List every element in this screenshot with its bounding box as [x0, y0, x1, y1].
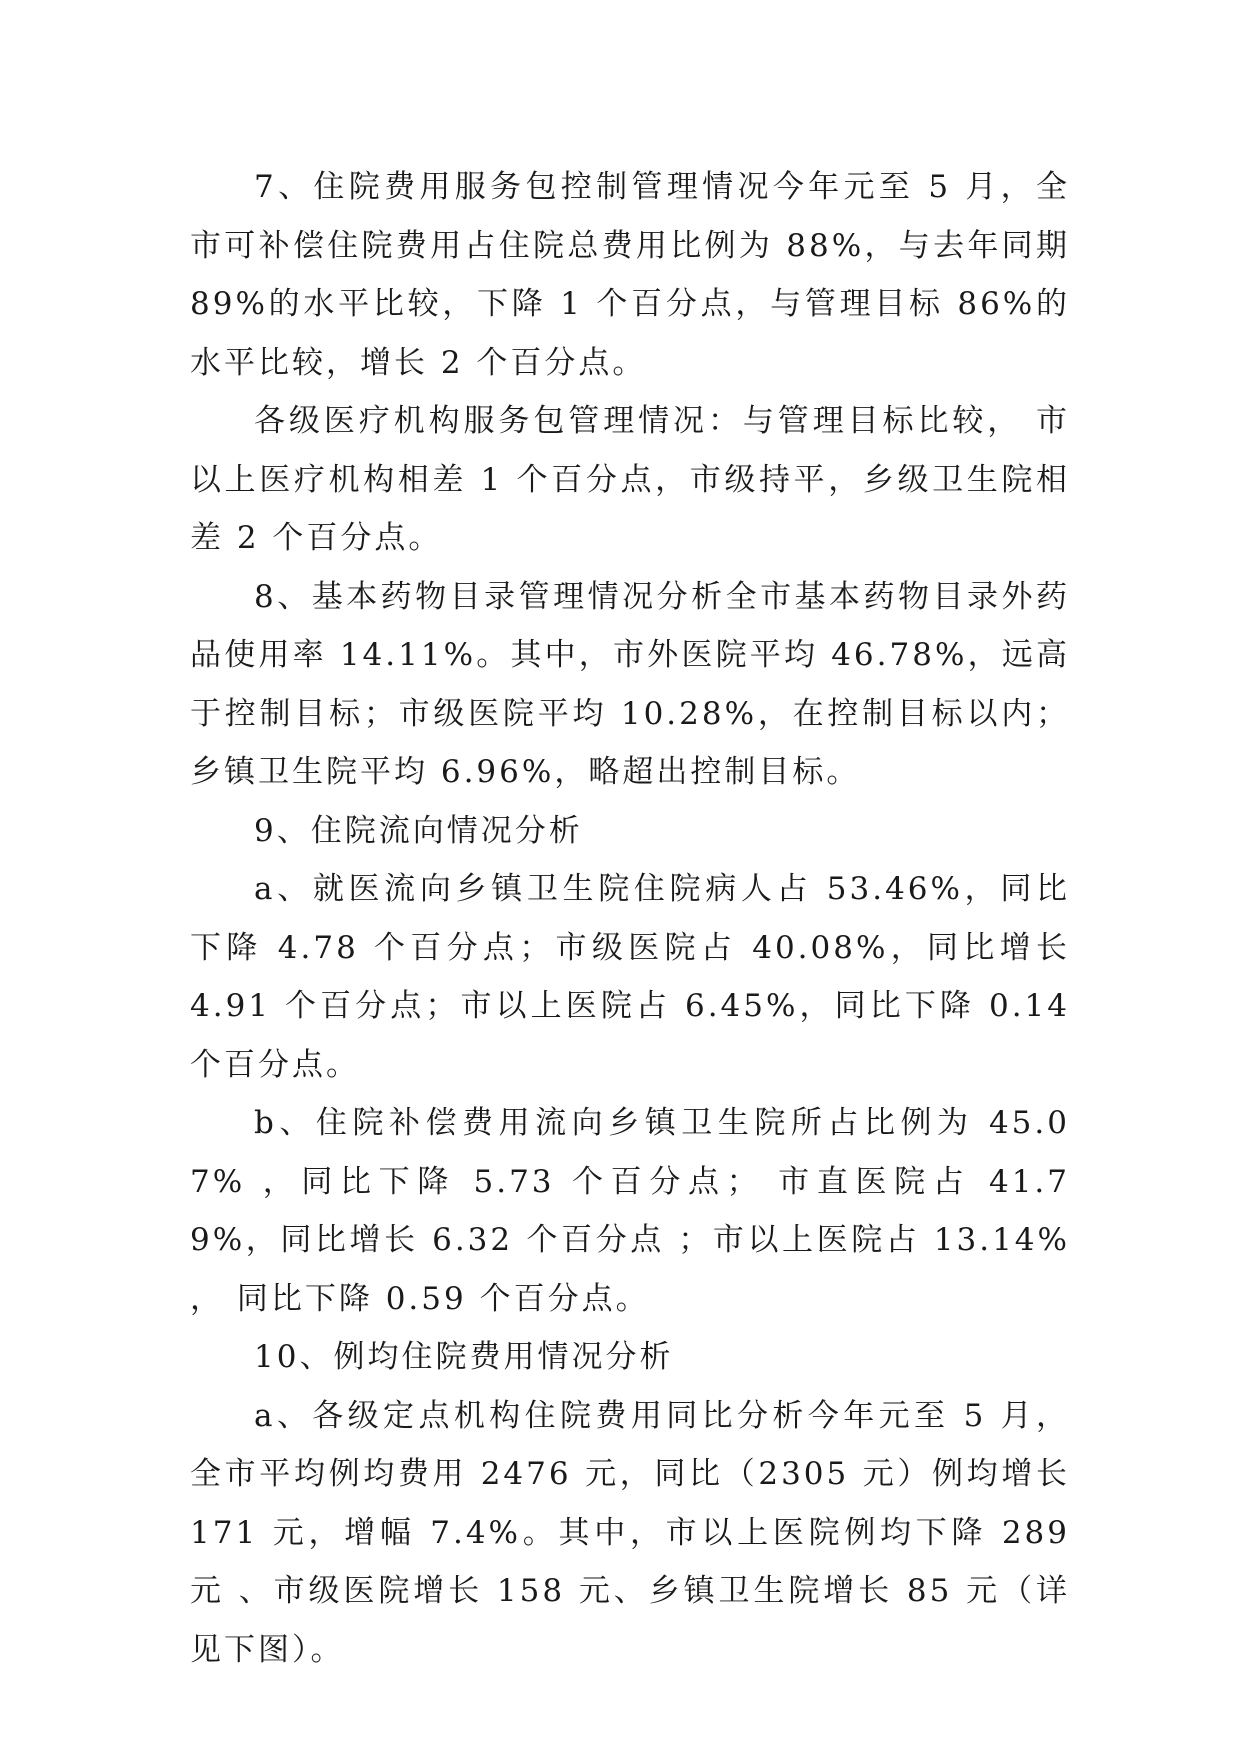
paragraph-inpatient-cost-package: 7、住院费用服务包控制管理情况今年元至 5 月，全市可补偿住院费用占住院总费用比例为 88%，与去年同期 89%的水平比较，下降 1 个百分点，与管理目标 86%的水平比较，增长 2 个百分点。 [190, 169, 1083, 381]
document-body [190, 158, 1083, 1679]
paragraph-average-cost-comparison: a、各级定点机构住院费用同比分析今年元至 5 月，全市平均例均费用 2476 元，同比（2305 元）例均增长 171 元，增幅 7.4%。其中，市以上医院例均下降 289 元 、市级医院增长 158 元、乡镇卫生院增长 85 元（详见下图）。 [190, 1397, 1083, 1668]
heading-inpatient-flow: 9、住院流向情况分析 [254, 812, 583, 849]
paragraph-essential-drug-list: 8、基本药物目录管理情况分析全市基本药物目录外药品使用率 14.11%。其中，市外医院平均 46.78%，远高于控制目标；市级医院平均 10.28%，在控制目标以内；乡镇卫生院平均 6.96%，略超出控制目标。 [190, 578, 1070, 790]
paragraph-institution-package-management: 各级医疗机构服务包管理情况：与管理目标比较， 市以上医疗机构相差 1 个百分点，市级持平，乡级卫生院相差 2 个百分点。 [190, 403, 1070, 556]
paragraph-compensation-flow: b、住院补偿费用流向乡镇卫生院所占比例为 45.07% ，同比下降 5.73 个百分点； 市直医院占 41.79%，同比增长 6.32 个百分点 ；市以上医院占 13.14% ， 同比下降 0.59 个百分点。 [190, 1105, 1083, 1317]
heading-average-cost: 10、例均住院费用情况分析 [254, 1339, 674, 1375]
paragraph-patient-flow: a、就医流向乡镇卫生院住院病人占 53.46%，同比下降 4.78 个百分点；市级医院占 40.08%，同比增长 4.91 个百分点；市以上医院占 6.45%，同比下降 0.14 个百分点。 [190, 871, 1083, 1083]
